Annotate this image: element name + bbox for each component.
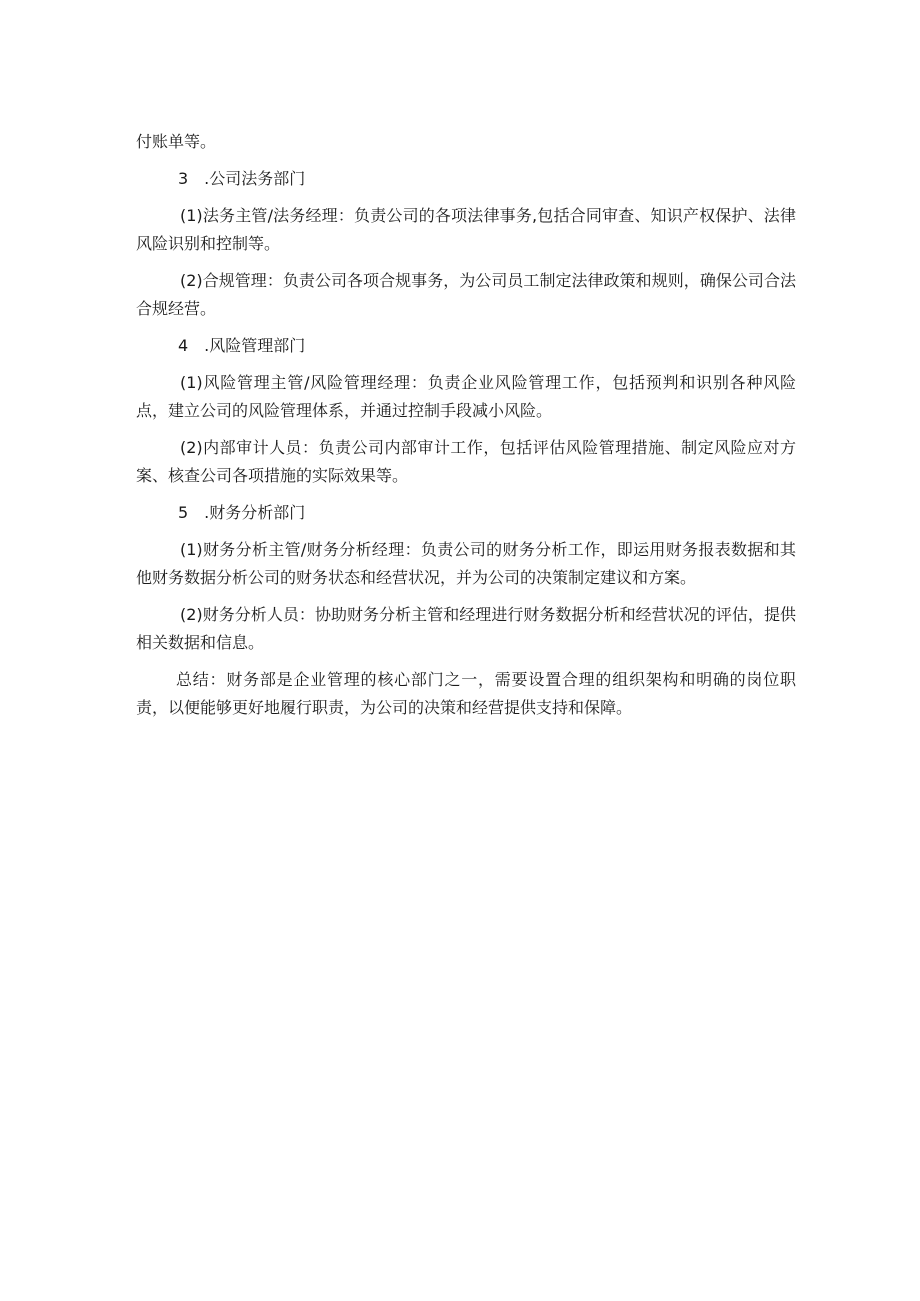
section-heading-analysis: 5 .财务分析部门 (178, 503, 306, 522)
paragraph-risk-manager: (1)风险管理主管/风险管理经理：负责企业风险管理工作，包括预判和识别各种风险点，建立公司的风险管理体系，并通过控制手段减小风险。 (136, 373, 796, 420)
paragraph-compliance: (2)合规管理：负责公司各项合规事务，为公司员工制定法律政策和规则，确保公司合法合规经营。 (136, 271, 796, 318)
paragraph-analyst: (2)财务分析人员：协助财务分析主管和经理进行财务数据分析和经营状况的评估，提供相关数据和信息。 (136, 605, 796, 652)
paragraph-internal-audit: (2)内部审计人员：负责公司内部审计工作，包括评估风险管理措施、制定风险应对方案、核查公司各项措施的实际效果等。 (136, 438, 796, 485)
paragraph-summary: 总结：财务部是企业管理的核心部门之一，需要设置合理的组织架构和明确的岗位职责，以便能够更好地履行职责，为公司的决策和经营提供支持和保障。 (136, 670, 796, 717)
section-heading-legal: 3 .公司法务部门 (178, 169, 306, 188)
section-heading-risk: 4 .风险管理部门 (178, 336, 306, 355)
paragraph-continuation: 付账单等。 (136, 132, 217, 151)
paragraph-analysis-manager: (1)财务分析主管/财务分析经理：负责公司的财务分析工作，即运用财务报表数据和其他财务数据分析公司的财务状态和经营状况，并为公司的决策制定建议和方案。 (136, 540, 796, 587)
document-body (136, 128, 796, 731)
paragraph-legal-manager: (1)法务主管/法务经理：负责公司的各项法律事务,包括合同审查、知识产权保护、法律风险识别和控制等。 (136, 206, 796, 253)
